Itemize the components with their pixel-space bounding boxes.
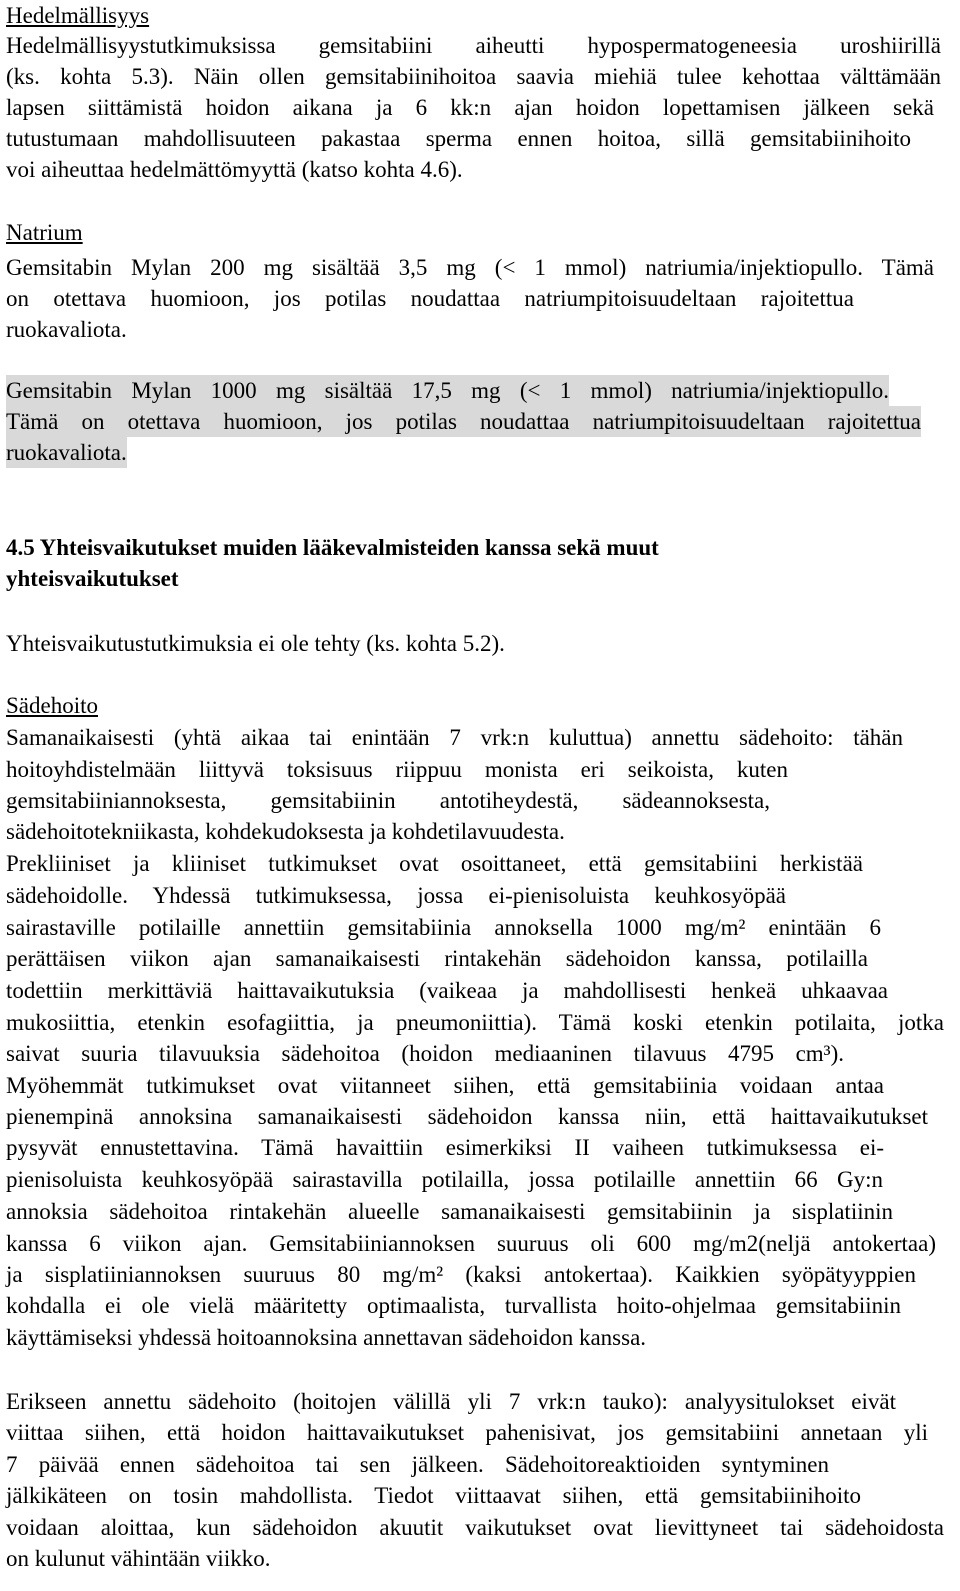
radiotherapy-line: kohdalla ei ole vielä määritetty optimaalista, turvallista hoito-ohjelmaa gemsitabiinin [6,1293,901,1318]
radiotherapy-heading: Sädehoito [6,693,98,718]
separate-radiotherapy-line: jälkikäteen on tosin mahdollista. Tiedot viittaavat siihen, että gemsitabiinihoito [6,1483,861,1508]
radiotherapy-line: pysyvät ennustettavina. Tämä havaittiin esimerkiksi II vaiheen tutkimuksessa ei- [6,1135,884,1160]
sodium-line-highlighted: ruokavaliota. [6,437,127,468]
radiotherapy-line: mukosiittia, etenkin esofagiittia, ja pneumoniittia). Tämä koski etenkin potilaita, jotka [6,1010,944,1035]
radiotherapy-line: pienisoluista keuhkosyöpää sairastavilla potilailla, jossa potilaille annettiin 66 Gy:n [6,1167,883,1192]
radiotherapy-line: todettiin merkittäviä haittavaikutuksia (vaikeaa ja mahdollisesti henkeä uhkaavaa [6,978,888,1003]
radiotherapy-line: hoitoyhdistelmään liittyvä toksisuus riippuu monista eri seikoista, kuten [6,757,788,782]
fertility-line: lapsen siittämistä hoidon aikana ja 6 kk:n ajan hoidon lopettamisen jälkeen sekä [6,95,934,120]
radiotherapy-line: Myöhemmät tutkimukset ovat viitanneet siihen, että gemsitabiinia voidaan antaa [6,1073,884,1098]
radiotherapy-line: gemsitabiiniannoksesta, gemsitabiinin antotiheydestä, sädeannoksesta, [6,788,770,813]
sodium-line-highlighted: Gemsitabin Mylan 1000 mg sisältää 17,5 mg (< 1 mmol) natriumia/injektiopullo. [6,375,889,406]
separate-radiotherapy-line: on kulunut vähintään viikko. [6,1546,271,1571]
fertility-heading: Hedelmällisyys [6,3,150,28]
sodium-line: Gemsitabin Mylan 200 mg sisältää 3,5 mg (< 1 mmol) natriumia/injektiopullo. Tämä [6,255,934,280]
separate-radiotherapy-line: Erikseen annettu sädehoito (hoitojen välillä yli 7 vrk:n tauko): analyysitulokset eivät [6,1389,896,1414]
fertility-line: voi aiheuttaa hedelmättömyyttä (katso kohta 4.6). [6,157,463,182]
radiotherapy-line: Samanaikaisesti (yhtä aikaa tai enintään 7 vrk:n kuluttua) annettu sädehoito: tähän [6,725,903,750]
radiotherapy-line: pienempinä annoksina samanaikaisesti sädehoidon kanssa niin, että haittavaikutukset [6,1104,928,1129]
radiotherapy-line: saivat suuria tilavuuksia sädehoitoa (hoidon mediaaninen tilavuus 4795 cm³). [6,1041,844,1066]
sodium-line: ruokavaliota. [6,317,127,342]
radiotherapy-line: sädehoitotekniikasta, kohdekudoksesta ja kohdetilavuudesta. [6,819,565,844]
fertility-line: Hedelmällisyystutkimuksissa gemsitabiini aiheutti hypospermatogeneesia uroshiirillä [6,33,941,58]
radiotherapy-line: sädehoidolle. Yhdessä tutkimuksessa, jossa ei-pienisoluista keuhkosyöpää [6,883,786,908]
sodium-heading: Natrium [6,220,83,245]
radiotherapy-line: sairastaville potilaille annettiin gemsitabiinia annoksella 1000 mg/m² enintään 6 [6,915,881,940]
fertility-line: tutustumaan mahdollisuuteen pakastaa sperma ennen hoitoa, sillä gemsitabiinihoito [6,126,911,151]
section-45-intro: Yhteisvaikutustutkimuksia ei ole tehty (ks. kohta 5.2). [6,631,505,656]
separate-radiotherapy-line: voidaan aloittaa, kun sädehoidon akuutit vaikutukset ovat lievittyneet tai sädehoidosta [6,1515,944,1540]
separate-radiotherapy-line: 7 päivää ennen sädehoitoa tai sen jälkeen. Sädehoitoreaktioiden syntyminen [6,1452,829,1477]
section-45-title: 4.5 Yhteisvaikutukset muiden lääkevalmisteiden kanssa sekä muut [6,535,659,560]
sodium-line: on otettava huomioon, jos potilas noudattaa natriumpitoisuudeltaan rajoitettua [6,286,854,311]
separate-radiotherapy-line: viittaa siihen, että hoidon haittavaikutukset pahenisivat, jos gemsitabiini annetaan yli [6,1420,928,1445]
radiotherapy-line: kanssa 6 viikon ajan. Gemsitabiiniannoksen suuruus oli 600 mg/m2(neljä antokertaa) [6,1231,936,1256]
radiotherapy-line: perättäisen viikon ajan samanaikaisesti rintakehän sädehoidon kanssa, potilailla [6,946,868,971]
section-45-title: yhteisvaikutukset [6,566,179,591]
radiotherapy-line: ja sisplatiiniannoksen suuruus 80 mg/m² (kaksi antokertaa). Kaikkien syöpätyyppien [6,1262,916,1287]
radiotherapy-line: annoksia sädehoitoa rintakehän alueelle samanaikaisesti gemsitabiinin ja sisplatiinin [6,1199,893,1224]
fertility-line: (ks. kohta 5.3). Näin ollen gemsitabiinihoitoa saavia miehiä tulee kehottaa välttämään [6,64,941,89]
radiotherapy-line: käyttämiseksi yhdessä hoitoannoksina annettavan sädehoidon kanssa. [6,1325,647,1350]
radiotherapy-line: Prekliiniset ja kliiniset tutkimukset ovat osoittaneet, että gemsitabiini herkistää [6,851,863,876]
sodium-line-highlighted: Tämä on otettava huomioon, jos potilas noudattaa natriumpitoisuudeltaan rajoitettua [6,406,921,437]
